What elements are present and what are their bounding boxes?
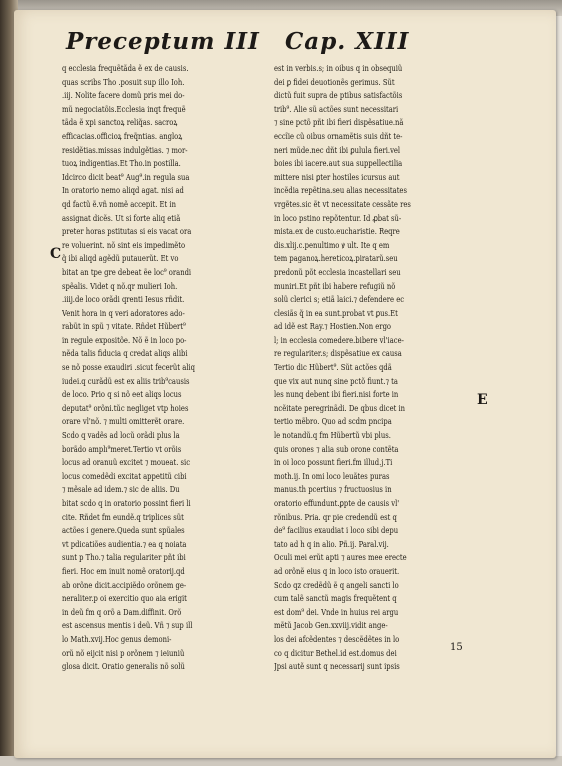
text-line: oratorio effundunt.ꝑpte de causis vl' bbox=[274, 498, 400, 508]
text-line: ad idẽ est Ray.⁊ Hostien.Non ergo bbox=[274, 321, 392, 332]
text-line: q ecclesia frequẽtãda ẽ ex de causis. bbox=[62, 63, 189, 73]
text-line: ⁊ mẽsale ad idem.⁊ sic de aliis. Du bbox=[62, 484, 180, 495]
text-line: Tertio dic Hũbert⁹. Sũt actões qdã bbox=[274, 362, 392, 373]
text-line: dis.xlij.c.penultimo ꝟ ult. Ite q em bbox=[274, 239, 390, 250]
text-line: rõnibus. Pria. qr pie credendũ est q bbox=[274, 511, 397, 522]
text-line: bitat an tpe gre debeat ẽe loc⁹ orandi bbox=[62, 266, 192, 277]
running-head-left: Preceptum III bbox=[66, 28, 260, 55]
text-line: cum talẽ sanctũ magis frequẽtent q bbox=[274, 593, 397, 604]
text-line: in oi loco possunt fieri.fm illud.j.Ti bbox=[274, 457, 393, 468]
text-line: boies ibi iacere.aut sua suppellectilia bbox=[274, 158, 403, 169]
text-line: ab orõne dicit.accipiẽdo orõnem ge- bbox=[62, 579, 187, 590]
text-line: le notandũ.q fm Hũbertũ vbi plus. bbox=[274, 430, 391, 441]
text-line: orũ nõ eijcit nisi p orõnem ⁊ ieiuniũ bbox=[62, 647, 185, 658]
text-line: In oratorio nemo aliqd agat. nisi ad bbox=[62, 185, 184, 196]
text-line: de⁹ facilius exaudiat i loco sibi depu bbox=[274, 525, 399, 536]
text-line: dei ꝑ fidei deuotionẽs gerimus. Sũt bbox=[274, 76, 395, 87]
text-line: ad orõnẽ eius q in loco isto orauerit. bbox=[274, 565, 400, 576]
text-line: qd factũ ẽ.vñ nomẽ accepit. Et in bbox=[62, 198, 176, 209]
text-line: borãdo amplı⁹meret.Tertio vt orõis bbox=[62, 443, 182, 454]
text-line: spẽalis. Videt q nõ.qr mulieri Ioh. bbox=[62, 280, 178, 291]
text-line: lo Math.xvij.Hoc genus demoni- bbox=[62, 633, 172, 644]
text-line: predonũ põt ecclesia incastellari seu bbox=[274, 266, 401, 277]
text-line: est in verbis.s; in oibus q in obsequiũ bbox=[274, 63, 403, 73]
text-line: glosa dicit. Oratio generalis nõ solũ bbox=[62, 661, 185, 672]
text-line: est dom⁹ dei. Vnde in huius rei argu bbox=[274, 606, 399, 617]
text-line: residẽtias.missas indulgẽtias. ⁊ mor- bbox=[62, 144, 188, 155]
marginal-section-mark-right: E bbox=[477, 392, 488, 408]
text-line: deputat⁹ orõni.tũc negliget vtp hoies bbox=[62, 402, 189, 413]
text-line: Oculi mei erũt apti ⁊ aures mee erecte bbox=[274, 552, 407, 563]
text-line: neri mũde.nec dñt ibi ꝑulula fieri.vel bbox=[274, 144, 401, 155]
text-line: tertio mẽbro. Quo ad scdm pncipa bbox=[274, 416, 392, 427]
text-line: Venit hora in q veri adoratores ado- bbox=[62, 307, 185, 318]
text-line: vrgẽtes.sic ẽt vt necessitate cessãte res bbox=[274, 198, 411, 209]
text-line: fieri. Hoc em inuit nomẽ oratorij.qd bbox=[62, 565, 185, 576]
text-line: que vix aut nunq sine pctõ fiunt.⁊ ta bbox=[274, 375, 398, 386]
text-line: sunt p Tho.⁊ talia regulariter pñt ibi bbox=[62, 552, 186, 563]
text-line: vt pdicatiões audientia.⁊ ea q noiata bbox=[62, 538, 187, 549]
text-line: in deũ fm q orõ a Dam.diffinit. Orõ bbox=[62, 606, 182, 617]
text-line: solũ clerici s; etiã laici.⁊ defendere ec bbox=[274, 294, 405, 305]
text-line: re regulariter.s; dispẽsatiue ex causa bbox=[274, 348, 402, 359]
text-line: bitat scdo q in oratorio possint fieri li bbox=[62, 498, 191, 508]
running-head-right: Cap. XIII bbox=[285, 28, 410, 55]
text-line: muniri.Et pñt ibi habere refugiũ nõ bbox=[274, 280, 396, 291]
text-line: re voluerint. nõ sint eis impedimẽto bbox=[62, 239, 186, 250]
text-line: quas scribs Tho .posuit sup illo Ioh. bbox=[62, 76, 185, 87]
text-line: in regule expositõe. Nõ ẽ in loco po- bbox=[62, 334, 187, 345]
text-line: tuoꝝ indigentias.Et Tho.in postilla. bbox=[62, 158, 181, 169]
text-column-left bbox=[62, 62, 195, 674]
text-line: eccĩie cũ oibus ornamẽtis suis dñt te- bbox=[274, 130, 403, 141]
text-line: ⁊ sine pctõ pñt ibi fieri dispẽsatiue.nã bbox=[274, 117, 404, 128]
text-line: est ascensus mentis i deũ. Vñ ⁊ sup ill bbox=[62, 620, 193, 631]
text-line: Jpsi autẽ sunt q necessarij sunt ipsis bbox=[274, 661, 400, 672]
text-line: rabũt in spũ ⁊ vitate. Rñdet Hũbert⁹ bbox=[62, 321, 186, 332]
text-line: neraliter.p oi exercitio quo aia erigit bbox=[62, 593, 187, 604]
text-line: mũ negociatõis.Ecclesia inqt frequẽ bbox=[62, 103, 186, 114]
text-line: tãda ẽ xpi sanctoꝝ reliq̃as. sacroꝝ bbox=[62, 117, 178, 128]
text-line: q̃ ibi aliqd agẽdũ putauerũt. Et vo bbox=[62, 253, 179, 264]
text-column-right bbox=[274, 62, 411, 674]
text-line: Scdo q vadẽs ad locũ orãdi plus la bbox=[62, 430, 180, 441]
text-line: clesiãs q̃ in ea sunt.probat vt ꝑus.Et bbox=[274, 307, 398, 318]
text-line: se nõ posse exaudiri .sicut fecerũt aliq bbox=[62, 362, 195, 373]
text-line: actões i genere.Queda sunt spũales bbox=[62, 525, 185, 536]
text-line: preter horas pstitutas si eis vacat ora bbox=[62, 226, 192, 237]
text-line: manus.th pcertius ⁊ fructuosius in bbox=[274, 484, 392, 495]
text-line: de loco. Prio q si nõ eet aliqs locus bbox=[62, 389, 182, 400]
text-line: mista.ex de custo.eucharistie. Reqre bbox=[274, 226, 400, 237]
text-line: .iiij.de loco orãdi qrenti Iesus rñdit. bbox=[62, 294, 185, 305]
text-line: trib⁹. Alie sũ actões sunt necessitari bbox=[274, 103, 399, 114]
text-line: locus ad oranuũ excitet ⁊ moueat. sic bbox=[62, 457, 191, 468]
text-line: incẽdia repẽtina.seu alias necessitates bbox=[274, 185, 407, 196]
text-line: les nunq debent ibi fieri.nisi forte in bbox=[274, 389, 399, 400]
text-line: moth.ij. In omi loco leuãtes puras bbox=[274, 470, 390, 481]
marginal-section-mark-left: C bbox=[50, 246, 62, 262]
text-line: .iij. Nolite facere domũ pris mei do- bbox=[62, 90, 185, 101]
text-line: in loco pstino repõtentur. Id ꝓbat sũ- bbox=[274, 212, 402, 223]
text-line: iudei.q curãdũ est ex aliis trib⁹causis bbox=[62, 375, 190, 386]
text-line: efficacias.officioꝝ freq̃ntias. angloꝝ bbox=[62, 130, 183, 141]
text-line: l; in ecclesia comedere.bibere vl'iace- bbox=[274, 334, 404, 345]
text-line: tem paganoꝝ.hereticoꝝ.piratarũ.seu bbox=[274, 253, 398, 264]
text-line: los dei afcẽdentes ⁊ descẽdẽtes in lo bbox=[274, 633, 400, 644]
text-line: tato ad h q in alio. Pñ.ij. Paral.vij. bbox=[274, 538, 389, 549]
text-line: ncẽitate peregrinãdi. De qbus dicet in bbox=[274, 402, 406, 413]
text-line: mẽtũ Jacob Gen.xxviij.vidit ange- bbox=[274, 620, 388, 631]
text-line: co q dicitur Bethel.id est.domus dei bbox=[274, 647, 397, 658]
text-line: dictũ fuit supra de ptibus satisfactõis bbox=[274, 90, 403, 101]
text-line: assignat dicẽs. Ut si forte aliq etiã bbox=[62, 212, 181, 223]
text-line: nẽda talis fiducia q credat aliqs alibi bbox=[62, 348, 188, 359]
text-line: quis orones ⁊ alia sub orone contẽta bbox=[274, 443, 399, 454]
text-line: mittere nisi ꝑter hostiles icursus aut bbox=[274, 171, 400, 182]
text-line: orare vl'nõ. ⁊ multi omitterẽt orare. bbox=[62, 416, 185, 427]
text-line: cite. Rñdet fm eundẽ.q triplices sũt bbox=[62, 511, 184, 522]
text-line: Scdo qz credẽdũ ẽ q angeli sancti lo bbox=[274, 579, 399, 590]
text-line: Idcirco dicit beat⁹ Aug⁹.in regula sua bbox=[62, 171, 190, 182]
text-line: locus comedẽdi excitat appetitũ cibi bbox=[62, 470, 187, 481]
folio-number: 15 bbox=[450, 642, 463, 653]
